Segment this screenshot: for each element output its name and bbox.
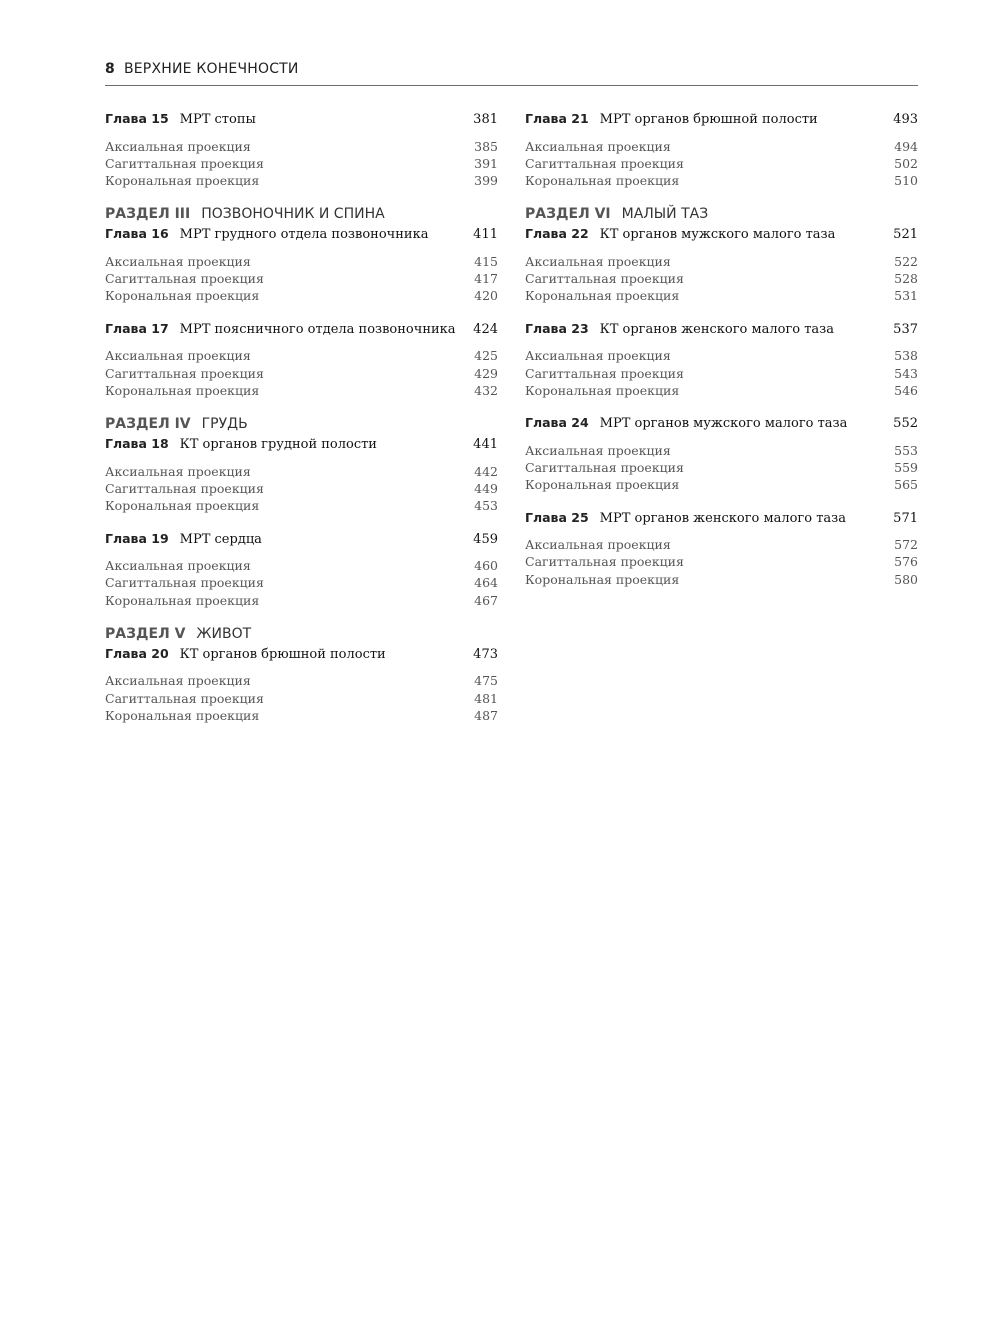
chapter-block <box>105 320 498 399</box>
chapter-title: КТ органов брюшной полости <box>179 646 386 662</box>
entry-list <box>105 463 498 515</box>
chapter-label: Глава 18 <box>105 436 169 452</box>
entry-title: Сагиттальная проекция <box>105 271 264 287</box>
toc-group <box>525 110 918 189</box>
section-label: РАЗДЕЛ VI <box>525 206 611 223</box>
chapter-label: Глава 25 <box>525 509 589 525</box>
chapter-heading[interactable] <box>105 530 498 549</box>
chapter-label: Глава 19 <box>105 530 169 546</box>
entry-page-number: 580 <box>894 571 918 587</box>
chapter-title: МРТ стопы <box>179 112 256 127</box>
toc-entry[interactable] <box>525 365 918 382</box>
chapter-block <box>105 225 498 304</box>
section-label: РАЗДЕЛ V <box>105 625 186 642</box>
entry-title: Аксиальная проекция <box>105 463 251 479</box>
chapter-title: МРТ органов мужского малого таза <box>599 416 848 432</box>
chapter-heading-text <box>105 435 473 454</box>
entry-title: Сагиттальная проекция <box>525 554 684 570</box>
entry-page-number: 576 <box>894 554 918 570</box>
toc-entry[interactable] <box>105 557 498 574</box>
section-heading <box>105 204 498 225</box>
entry-title: Аксиальная проекция <box>525 348 671 364</box>
chapter-heading[interactable] <box>105 435 498 454</box>
entry-page-number: 453 <box>474 498 498 514</box>
entry-title: Аксиальная проекция <box>105 558 251 574</box>
entry-page-number: 481 <box>474 690 498 706</box>
toc-entry[interactable] <box>105 574 498 591</box>
entry-title: Аксиальная проекция <box>105 348 251 364</box>
chapter-block <box>525 414 918 493</box>
chapter-heading[interactable] <box>105 225 498 244</box>
entry-title: Сагиттальная проекция <box>105 575 264 591</box>
chapter-heading-text <box>525 509 893 528</box>
toc-entry[interactable] <box>525 287 918 304</box>
toc-entry[interactable] <box>105 155 498 172</box>
chapter-title: МРТ грудного отдела позвоночника <box>179 227 429 243</box>
section-heading <box>105 414 498 435</box>
chapter-page-number: 459 <box>473 531 498 547</box>
entry-title: Сагиттальная проекция <box>525 271 684 287</box>
toc-entry[interactable] <box>105 690 498 707</box>
entry-title: Корональная проекция <box>525 571 680 587</box>
section-heading <box>525 204 918 225</box>
section-title: ГРУДЬ <box>201 416 248 433</box>
running-head-title: ВЕРХНИЕ КОНЕЧНОСТИ <box>123 61 299 77</box>
entry-title: Корональная проекция <box>105 173 260 189</box>
toc-entry[interactable] <box>525 571 918 588</box>
chapter-block <box>105 530 498 609</box>
entry-page-number: 543 <box>894 365 918 381</box>
entry-title: Корональная проекция <box>525 173 680 189</box>
entry-title: Корональная проекция <box>525 288 680 304</box>
entry-page-number: 442 <box>474 463 498 479</box>
chapter-label: Глава 16 <box>105 226 169 242</box>
entry-title: Сагиттальная проекция <box>105 690 264 706</box>
entry-title: Аксиальная проекция <box>525 442 671 458</box>
entry-page-number: 415 <box>474 253 498 269</box>
toc-entry[interactable] <box>105 672 498 689</box>
entry-title: Аксиальная проекция <box>525 138 671 154</box>
page-number: 8 <box>105 61 115 77</box>
chapter-page-number: 411 <box>473 227 498 243</box>
entry-page-number: 502 <box>894 155 918 171</box>
chapter-title: МРТ сердца <box>179 531 262 547</box>
entry-page-number: 429 <box>474 365 498 381</box>
chapter-heading[interactable] <box>105 110 498 129</box>
toc-column-right <box>525 110 918 588</box>
header-rule <box>105 85 918 86</box>
section-title: ПОЗВОНОЧНИК И СПИНА <box>201 206 385 223</box>
chapter-heading-text <box>105 225 473 244</box>
chapter-heading[interactable] <box>525 414 918 433</box>
toc-entry[interactable] <box>105 480 498 497</box>
entry-page-number: 391 <box>474 155 498 171</box>
entry-page-number: 546 <box>894 382 918 398</box>
entry-page-number: 559 <box>894 459 918 475</box>
toc-entry[interactable] <box>105 365 498 382</box>
entry-title: Корональная проекция <box>105 382 260 398</box>
chapter-block <box>105 110 498 189</box>
entry-list <box>525 138 918 190</box>
chapter-label: Глава 23 <box>525 320 589 336</box>
chapter-label: Глава 20 <box>105 645 169 661</box>
chapter-title: КТ органов грудной полости <box>179 437 377 453</box>
chapter-heading-text <box>525 110 893 129</box>
entry-title: Корональная проекция <box>525 477 680 493</box>
entry-page-number: 385 <box>474 138 498 154</box>
toc-group <box>105 624 498 724</box>
toc-column-left <box>105 110 498 724</box>
entry-title: Корональная проекция <box>105 288 260 304</box>
chapter-title: МРТ органов брюшной полости <box>599 112 818 127</box>
chapter-heading[interactable] <box>525 110 918 129</box>
chapter-heading-text <box>525 225 893 244</box>
chapter-page-number: 424 <box>473 321 498 337</box>
chapter-heading[interactable] <box>105 320 498 339</box>
entry-list <box>105 672 498 724</box>
running-head <box>105 61 299 77</box>
chapter-page-number: 493 <box>893 112 918 127</box>
entry-page-number: 510 <box>894 173 918 189</box>
entry-page-number: 467 <box>474 592 498 608</box>
toc-entry[interactable] <box>525 253 918 270</box>
chapter-heading-text <box>105 530 473 549</box>
section-heading <box>105 624 498 645</box>
chapter-title: МРТ органов женского малого таза <box>599 510 846 526</box>
chapter-label: Глава 22 <box>525 226 589 242</box>
chapter-block <box>105 435 498 514</box>
toc-entry[interactable] <box>525 172 918 189</box>
entry-page-number: 494 <box>894 138 918 154</box>
toc-group <box>105 110 498 189</box>
entry-list <box>105 347 498 399</box>
toc-group <box>105 414 498 609</box>
chapter-block <box>105 645 498 724</box>
entry-title: Сагиттальная проекция <box>105 365 264 381</box>
chapter-block <box>525 320 918 399</box>
chapter-title: КТ органов женского малого таза <box>599 321 834 337</box>
entry-title: Сагиттальная проекция <box>525 459 684 475</box>
toc-entry[interactable] <box>525 382 918 399</box>
entry-page-number: 487 <box>474 708 498 724</box>
entry-page-number: 522 <box>894 253 918 269</box>
toc-group <box>525 204 918 588</box>
entry-page-number: 432 <box>474 382 498 398</box>
chapter-label: Глава 17 <box>105 320 169 336</box>
entry-list <box>525 253 918 305</box>
toc-entry[interactable] <box>525 138 918 155</box>
entry-title: Аксиальная проекция <box>105 138 251 154</box>
entry-page-number: 460 <box>474 558 498 574</box>
toc-entry[interactable] <box>105 270 498 287</box>
chapter-page-number: 571 <box>893 510 918 526</box>
entry-title: Сагиттальная проекция <box>105 155 264 171</box>
chapter-block <box>525 509 918 588</box>
chapter-page-number: 441 <box>473 437 498 453</box>
entry-page-number: 420 <box>474 288 498 304</box>
entry-page-number: 399 <box>474 173 498 189</box>
toc-entry[interactable] <box>105 347 498 364</box>
chapter-page-number: 521 <box>893 227 918 243</box>
entry-title: Сагиттальная проекция <box>525 155 684 171</box>
entry-title: Аксиальная проекция <box>105 673 251 689</box>
toc-entry[interactable] <box>105 497 498 514</box>
entry-title: Корональная проекция <box>105 592 260 608</box>
entry-list <box>105 253 498 305</box>
entry-page-number: 425 <box>474 348 498 364</box>
toc-entry[interactable] <box>525 442 918 459</box>
entry-page-number: 538 <box>894 348 918 364</box>
toc-group <box>105 204 498 399</box>
entry-page-number: 464 <box>474 575 498 591</box>
chapter-page-number: 537 <box>893 321 918 337</box>
toc-entry[interactable] <box>105 172 498 189</box>
chapter-heading[interactable] <box>105 645 498 664</box>
entry-page-number: 553 <box>894 442 918 458</box>
chapter-block <box>525 110 918 189</box>
entry-title: Аксиальная проекция <box>525 537 671 553</box>
chapter-label: Глава 24 <box>525 415 589 431</box>
entry-title: Корональная проекция <box>525 382 680 398</box>
entry-title: Сагиттальная проекция <box>525 365 684 381</box>
entry-list <box>525 347 918 399</box>
chapter-page-number: 473 <box>473 646 498 662</box>
section-label: РАЗДЕЛ III <box>105 206 191 223</box>
entry-title: Корональная проекция <box>105 498 260 514</box>
chapter-block <box>525 225 918 304</box>
entry-title: Корональная проекция <box>105 708 260 724</box>
toc-entry[interactable] <box>525 553 918 570</box>
chapter-heading-text <box>105 320 473 339</box>
section-title: ЖИВОТ <box>196 625 252 642</box>
toc-entry[interactable] <box>525 270 918 287</box>
toc-entry[interactable] <box>525 459 918 476</box>
chapter-heading-text <box>105 645 473 664</box>
chapter-title: МРТ поясничного отдела позвоночника <box>179 321 456 337</box>
toc-entry[interactable] <box>105 592 498 609</box>
entry-title: Сагиттальная проекция <box>105 480 264 496</box>
toc-entry[interactable] <box>525 155 918 172</box>
chapter-heading[interactable] <box>525 225 918 244</box>
chapter-heading[interactable] <box>525 509 918 528</box>
entry-title: Аксиальная проекция <box>525 253 671 269</box>
chapter-label: Глава 15 <box>105 111 169 126</box>
entry-page-number: 531 <box>894 288 918 304</box>
entry-list <box>525 442 918 494</box>
chapter-heading-text <box>525 414 893 433</box>
entry-list <box>525 536 918 588</box>
chapter-heading-text <box>105 110 473 129</box>
entry-page-number: 565 <box>894 477 918 493</box>
entry-page-number: 449 <box>474 480 498 496</box>
chapter-heading[interactable] <box>525 320 918 339</box>
entry-page-number: 528 <box>894 271 918 287</box>
toc-entry[interactable] <box>525 476 918 493</box>
entry-page-number: 572 <box>894 537 918 553</box>
chapter-page-number: 552 <box>893 416 918 432</box>
chapter-title: КТ органов мужского малого таза <box>599 227 836 243</box>
entry-list <box>105 557 498 609</box>
toc-entry[interactable] <box>105 463 498 480</box>
chapter-label: Глава 21 <box>525 111 589 126</box>
toc-entry[interactable] <box>525 347 918 364</box>
chapter-page-number: 381 <box>473 112 498 127</box>
toc-entry[interactable] <box>105 138 498 155</box>
section-title: МАЛЫЙ ТАЗ <box>621 206 709 223</box>
entry-list <box>105 138 498 190</box>
toc-entry[interactable] <box>525 536 918 553</box>
entry-page-number: 475 <box>474 673 498 689</box>
entry-page-number: 417 <box>474 271 498 287</box>
toc-entry[interactable] <box>105 382 498 399</box>
toc-entry[interactable] <box>105 707 498 724</box>
section-label: РАЗДЕЛ IV <box>105 416 191 433</box>
toc-entry[interactable] <box>105 253 498 270</box>
chapter-heading-text <box>525 320 893 339</box>
toc-entry[interactable] <box>105 287 498 304</box>
entry-title: Аксиальная проекция <box>105 253 251 269</box>
